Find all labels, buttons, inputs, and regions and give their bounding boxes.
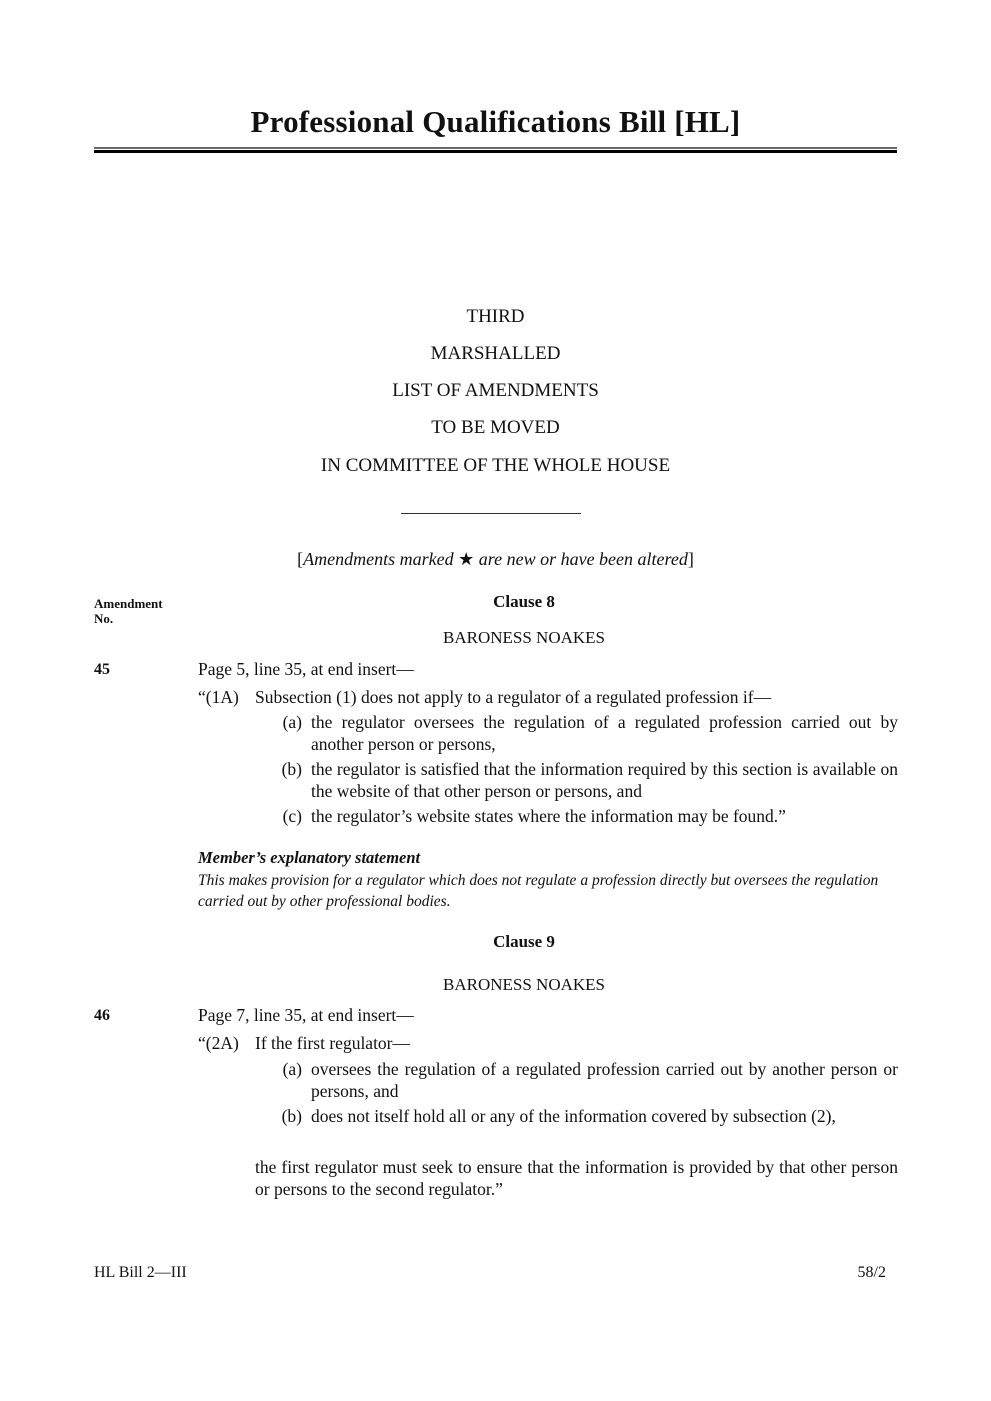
footer-page-ref: 58/2 xyxy=(857,1264,886,1281)
footer-bill-ref: HL Bill 2—III xyxy=(94,1264,187,1281)
title-rule-thin xyxy=(94,147,897,149)
amendment-45-number: 45 xyxy=(94,661,110,678)
note-text-after: are new or have been altered xyxy=(474,549,688,569)
explanatory-statement-title: Member’s explanatory statement xyxy=(198,848,421,867)
amendment-45-para-a-label: (a) xyxy=(282,712,302,732)
heading-line-5: IN COMMITTEE OF THE WHOLE HOUSE xyxy=(320,455,671,476)
clause-8-member: BARONESS NOAKES xyxy=(443,628,605,647)
amendment-45-subsection-label: “(1A) xyxy=(198,687,239,707)
heading-line-3: LIST OF AMENDMENTS xyxy=(392,380,599,401)
amendment-46-instruction: Page 7, line 35, at end insert— xyxy=(198,1005,414,1025)
amendment-45-para-a-text: the regulator oversees the regulation of a regulated profession carried out by another person or persons, xyxy=(311,712,898,754)
clause-8-title: Clause 8 xyxy=(493,592,555,611)
title-rule-thick xyxy=(94,150,897,153)
amendment-45-para-c-label: (c) xyxy=(282,806,302,826)
note-open-bracket: [ xyxy=(297,549,304,569)
amendment-46-number: 46 xyxy=(94,1007,110,1024)
amendment-45-para-b-text: the regulator is satisfied that the information required by this section is available on the website of that other person or persons, and xyxy=(311,759,898,801)
heading-line-2: MARSHALLED xyxy=(430,343,561,364)
heading-line-4: TO BE MOVED xyxy=(431,417,560,438)
heading-divider xyxy=(401,513,581,514)
amendment-45-para-c-text: the regulator’s website states where the information may be found.” xyxy=(311,806,786,826)
amendment-45-para-b-label: (b) xyxy=(281,759,302,779)
explanatory-statement-body: This makes provision for a regulator which does not regulate a profession directly but oversees the regulation carried out by other professional bodies. xyxy=(198,872,879,910)
amendment-no-header-line1: Amendment xyxy=(94,596,163,611)
amendments-note xyxy=(94,549,897,570)
star-icon: ★ xyxy=(458,549,475,569)
document-title: Professional Qualifications Bill [HL] xyxy=(250,104,741,139)
note-text-before: Amendments marked xyxy=(303,549,459,569)
amendment-46-para-b-label: (b) xyxy=(281,1106,302,1126)
amendment-46-closing-text: the first regulator must seek to ensure that the information is provided by that other person or persons to the second regulator.” xyxy=(255,1157,898,1199)
clause-9-member: BARONESS NOAKES xyxy=(443,975,605,994)
clause-9-title: Clause 9 xyxy=(493,932,555,951)
note-close-bracket: ] xyxy=(687,549,694,569)
amendment-46-para-a-text: oversees the regulation of a regulated profession carried out by another person or persons, and xyxy=(311,1059,898,1101)
heading-line-1: THIRD xyxy=(466,306,525,327)
amendment-46-subsection-label: “(2A) xyxy=(198,1033,239,1053)
amendment-46-para-b-text: does not itself hold all or any of the information covered by subsection (2), xyxy=(311,1106,836,1126)
amendment-no-header-line2: No. xyxy=(94,611,114,626)
amendment-46-para-a-label: (a) xyxy=(282,1059,302,1079)
amendment-45-instruction: Page 5, line 35, at end insert— xyxy=(198,659,414,679)
amendment-46-subsection-text: If the first regulator— xyxy=(255,1033,411,1053)
amendment-45-subsection-text: Subsection (1) does not apply to a regulator of a regulated profession if— xyxy=(255,687,772,707)
